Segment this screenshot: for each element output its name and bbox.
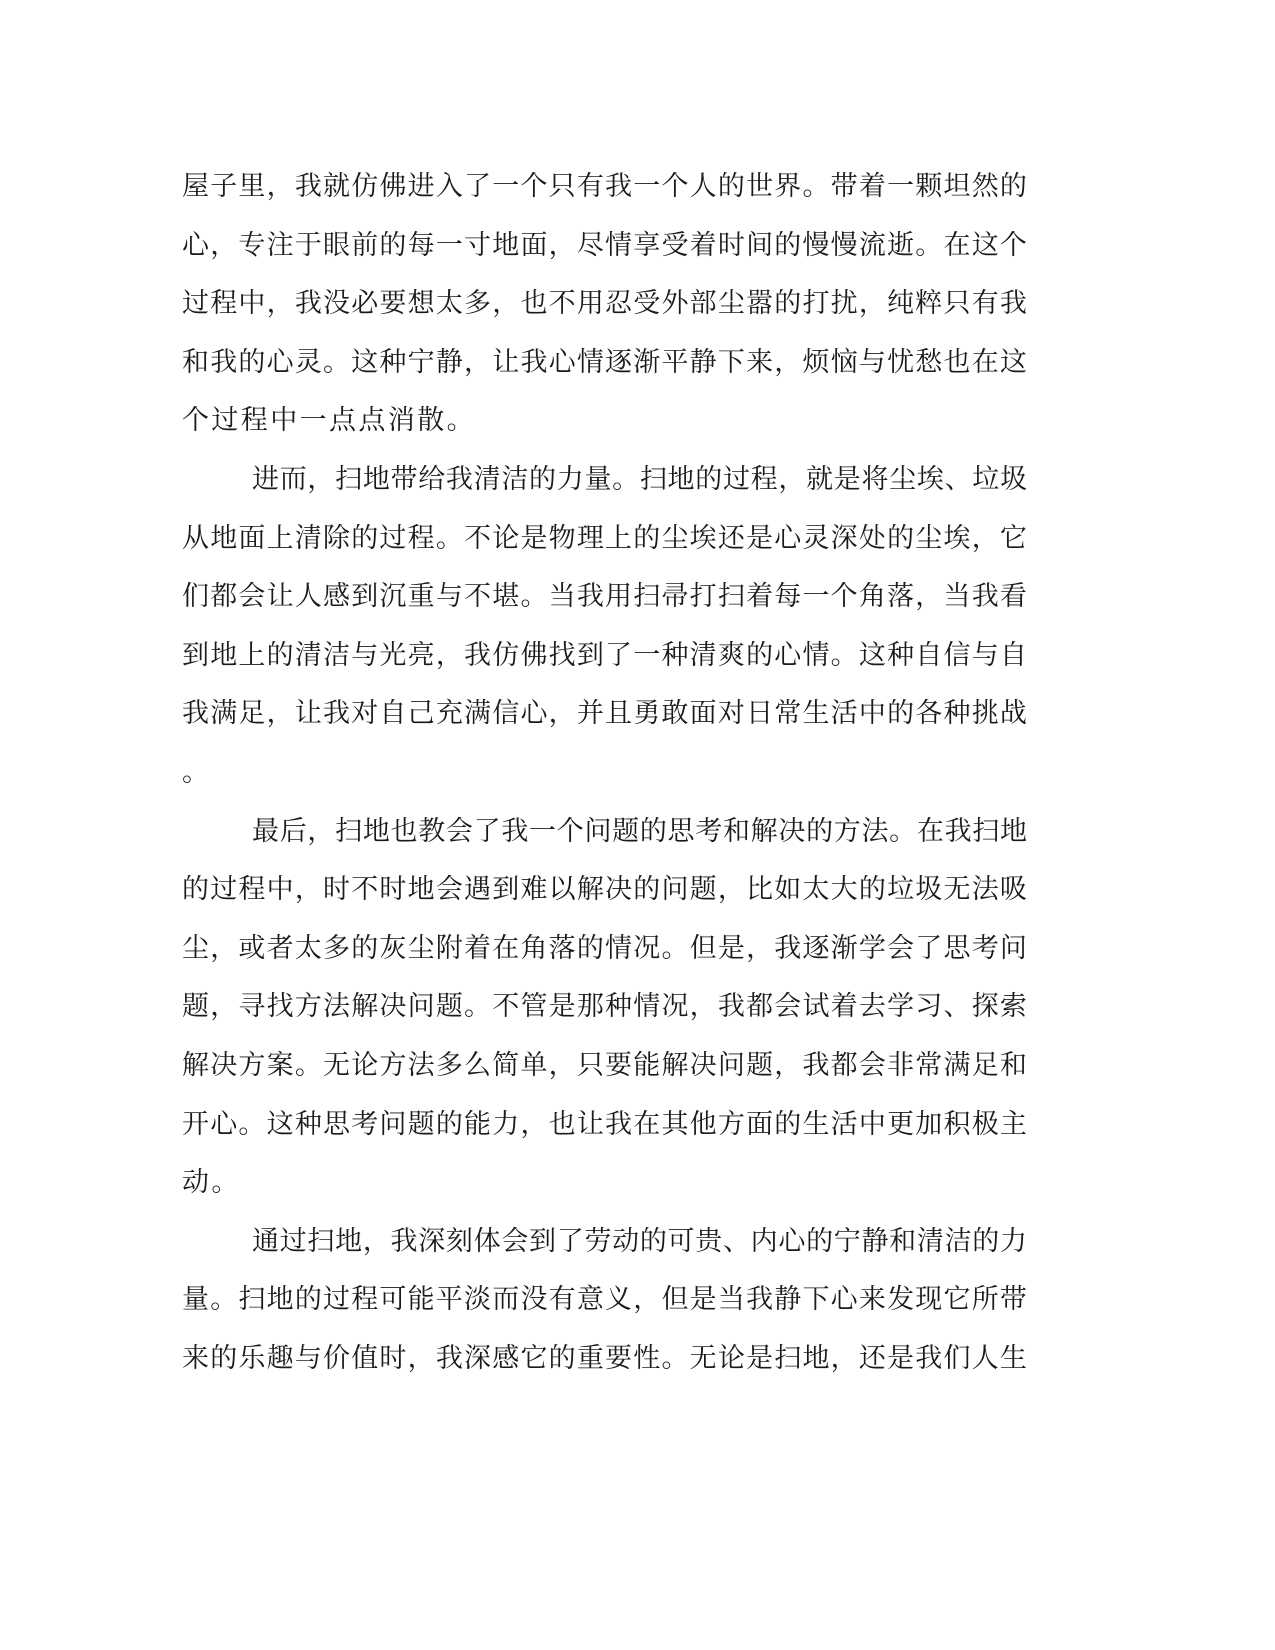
paragraph-4 <box>182 1213 1027 1389</box>
text-line: 我 满 足 ， 让 我 对 自 己 充 满 信 心 ， 并 且 勇 敢 面 对 日 常 生 活 中 的 各 种 挑 战 <box>182 698 1027 730</box>
text-line: 进 而 ， 扫 地 带 给 我 清 洁 的 力 量 。 扫 地 的 过 程 ， 就 是 将 尘 埃 、 垃 圾 <box>252 463 1027 495</box>
text-line: 最 后 ， 扫 地 也 教 会 了 我 一 个 问 题 的 思 考 和 解 决 的 方 法 。 在 我 扫 地 <box>252 815 1027 847</box>
text-line: 和 我 的 心 灵 。 这 种 宁 静 ， 让 我 心 情 逐 渐 平 静 下 来 ， 烦 恼 与 忧 愁 也 在 这 <box>182 346 1027 378</box>
text-line: 到 地 上 的 清 洁 与 光 亮 ， 我 仿 佛 找 到 了 一 种 清 爽 的 心 情 。 这 种 自 信 与 自 <box>182 639 1027 671</box>
text-line: 。 <box>182 756 212 788</box>
text-line: 屋 子 里 ， 我 就 仿 佛 进 入 了 一 个 只 有 我 一 个 人 的 世 界 。 带 着 一 颗 坦 然 的 <box>182 171 1027 202</box>
text-line: 尘 ， 或 者 太 多 的 灰 尘 附 着 在 角 落 的 情 况 。 但 是 ， 我 逐 渐 学 会 了 思 考 问 <box>182 932 1027 964</box>
text-line: 通 过 扫 地 ， 我 深 刻 体 会 到 了 劳 动 的 可 贵 、 内 心 的 宁 静 和 清 洁 的 力 <box>252 1225 1027 1257</box>
document-body-text <box>182 158 1027 1388</box>
paragraph-1 <box>182 158 1027 451</box>
text-line: 解 决 方 案 。 无 论 方 法 多 么 简 单 ， 只 要 能 解 决 问 题 ， 我 都 会 非 常 满 足 和 <box>182 1049 1027 1081</box>
text-line: 动。 <box>182 1167 241 1199</box>
text-line: 们 都 会 让 人 感 到 沉 重 与 不 堪 。 当 我 用 扫 帚 打 扫 着 每 一 个 角 落 ， 当 我 看 <box>182 581 1027 613</box>
text-line: 心 ， 专 注 于 眼 前 的 每 一 寸 地 面 ， 尽 情 享 受 着 时 间 的 慢 慢 流 逝 。 在 这 个 <box>182 229 1027 261</box>
text-line: 的 过 程 中 ， 时 不 时 地 会 遇 到 难 以 解 决 的 问 题 ， 比 如 太 大 的 垃 圾 无 法 吸 <box>182 874 1027 906</box>
text-line: 题 ， 寻 找 方 法 解 决 问 题 。 不 管 是 那 种 情 况 ， 我 都 会 试 着 去 学 习 、 探 索 <box>182 991 1027 1023</box>
text-line: 来 的 乐 趣 与 价 值 时 ， 我 深 感 它 的 重 要 性 。 无 论 是 扫 地 ， 还 是 我 们 人 生 <box>182 1342 1027 1374</box>
text-line: 个过程中一点点消散。 <box>182 405 476 437</box>
text-line: 开 心 。 这 种 思 考 问 题 的 能 力 ， 也 让 我 在 其 他 方 面 的 生 活 中 更 加 积 极 主 <box>182 1108 1027 1140</box>
text-line: 过 程 中 ， 我 没 必 要 想 太 多 ， 也 不 用 忍 受 外 部 尘 嚣 的 打 扰 ， 纯 粹 只 有 我 <box>182 288 1027 320</box>
paragraph-3 <box>182 803 1027 1213</box>
text-line: 量 。 扫 地 的 过 程 可 能 平 淡 而 没 有 意 义 ， 但 是 当 我 静 下 心 来 发 现 它 所 带 <box>182 1284 1027 1316</box>
text-line: 从 地 面 上 清 除 的 过 程 。 不 论 是 物 理 上 的 尘 埃 还 是 心 灵 深 处 的 尘 埃 ， 它 <box>182 522 1027 554</box>
paragraph-2 <box>182 451 1027 803</box>
